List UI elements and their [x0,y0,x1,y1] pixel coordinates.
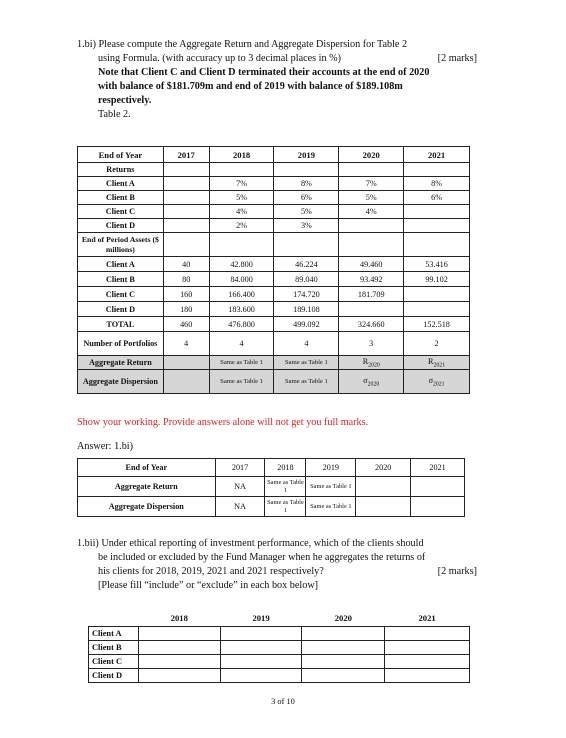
cell: 4% [339,205,404,219]
cell: 53.416 [404,257,470,272]
header-cell: End of Year [78,459,216,477]
assets-row-total [78,317,470,332]
cell: 80 [163,272,209,287]
returns-row-a [78,177,470,191]
client-label: Client D [78,219,164,233]
agg-disp-row [78,370,470,394]
row-label: Aggregate Dispersion [78,497,216,517]
cell [404,205,470,219]
cell: 5% [274,205,339,219]
cell [339,302,404,317]
answer-box[interactable] [385,668,470,682]
assets-row-b [78,272,470,287]
cell: 6% [274,191,339,205]
cell: 2% [209,219,274,233]
cell: 8% [404,177,470,191]
client-label: Client D [78,302,164,317]
table2-header-row [78,147,470,163]
q1bi-note2: with balance of $181.709m and end of 2019 with balance of $189.108m [98,81,403,92]
cell: 4% [209,205,274,219]
answer-return-row [78,477,465,497]
answer-header-row [78,459,465,477]
t2-h0: End of Year [78,147,164,163]
cell-r2021 [404,356,470,370]
cell [404,302,470,317]
returns-label: Returns [78,163,164,177]
q1bii-line1: 1.bii) Under ethical reporting of investment performance, which of the clients should [77,538,424,549]
returns-section-row [78,163,470,177]
cell [163,356,209,370]
q1bi-instruction: using Formula. (with accuracy up to 3 decimal places in %) [98,53,342,64]
cell: Same as Table 1 [209,370,274,394]
agg-return-row [78,356,470,370]
assets-section-row [78,233,470,257]
include-row-b [89,640,470,654]
assets-row-c [78,287,470,302]
cell: 49.460 [339,257,404,272]
num-portfolios-row [78,332,470,356]
answer-box[interactable] [220,626,302,640]
cell: 99.102 [404,272,470,287]
q1bi-note1: Note that Client C and Client D terminated their accounts at the end of 2020 [98,67,430,78]
cell [163,370,209,394]
cell: Same as Table 1 [209,356,274,370]
subscript: 2021 [433,362,446,369]
cell: Same as Table 1 [274,356,339,370]
cell: NA [215,497,265,517]
subscript: 2021 [432,381,445,388]
header-cell [89,610,139,626]
cell: 93.492 [339,272,404,287]
client-label: Client B [78,272,164,287]
answer-cell-return-2020[interactable] [356,477,411,497]
table2-caption: Table 2. [98,109,131,120]
answer-disp-row [78,497,465,517]
answer-box[interactable] [302,626,385,640]
q1bii-line2: be included or excluded by the Fund Manager when he aggregates the returns of [98,552,426,563]
client-label: Client B [89,640,139,654]
client-label: Client A [78,177,164,191]
cell: 4 [274,332,339,356]
agg-return-label: Aggregate Return [78,356,164,370]
cell [163,191,209,205]
question-1bi [77,38,477,122]
cell: 42.800 [209,257,274,272]
table-2 [77,146,470,394]
assets-label: End of Period Assets ($ millions) [78,233,164,257]
client-label: Client D [89,668,139,682]
total-label: TOTAL [78,317,164,332]
header-cell: 2017 [215,459,265,477]
cell: 160 [163,287,209,302]
answer-cell-return-2021[interactable] [411,477,465,497]
q1bi-line1: 1.bi) Please compute the Aggregate Return and Aggregate Dispersion for Table 2 [77,39,408,50]
cell: 8% [274,177,339,191]
r-symbol: R [428,356,434,366]
include-header-row [89,610,470,626]
cell: 189.108 [274,302,339,317]
cell [404,287,470,302]
cell: 3 [339,332,404,356]
cell: 183.600 [209,302,274,317]
cell: 174.720 [274,287,339,302]
cell: 7% [209,177,274,191]
q1bii-line3 [77,565,477,579]
question-1bii [77,537,477,593]
returns-row-c [78,205,470,219]
row-label: Aggregate Return [78,477,216,497]
cell: 4 [163,332,209,356]
q1bii-marks: [2 marks] [437,566,477,577]
answer-box[interactable] [302,640,385,654]
assets-row-a [78,257,470,272]
answer-table [77,458,465,517]
client-label: Client C [89,654,139,668]
cell [163,177,209,191]
client-label: Client A [78,257,164,272]
cell: 4 [209,332,274,356]
q1bii-line4: [Please fill “include” or “exclude” in each box below] [98,580,319,591]
header-cell: 2021 [385,610,470,626]
returns-row-b [78,191,470,205]
cell: Same as Table 1 [265,477,306,497]
cell: 2 [404,332,470,356]
cell-s2021 [404,370,470,394]
answer-box[interactable] [220,668,302,682]
cell: 152.518 [404,317,470,332]
t2-h1: 2017 [163,147,209,163]
sigma-symbol: σ [428,375,433,385]
cell: 40 [163,257,209,272]
answer-box[interactable] [220,640,302,654]
cell: 6% [404,191,470,205]
cell: 7% [339,177,404,191]
header-cell: 2019 [306,459,356,477]
header-cell: 2020 [356,459,411,477]
include-row-d [89,668,470,682]
answer-cell-disp-2021[interactable] [411,497,465,517]
t2-h3: 2019 [274,147,339,163]
q1bii-question: his clients for 2018, 2019, 2021 and 2021 respectively? [98,566,324,577]
subscript: 2020 [367,381,380,388]
cell: 5% [209,191,274,205]
answer-box[interactable] [385,640,470,654]
cell: 89.040 [274,272,339,287]
agg-disp-label: Aggregate Dispersion [78,370,164,394]
t2-h5: 2021 [404,147,470,163]
working-warning: Show your working. Provide answers alone will not get you full marks. [77,417,369,428]
sigma-symbol: σ [363,375,368,385]
cell: Same as Table 1 [306,497,356,517]
cell [339,219,404,233]
cell-s2020 [339,370,404,394]
answer-box[interactable] [138,640,220,654]
answer-label: Answer: 1.bi) [77,441,134,452]
cell: Same as Table 1 [265,497,306,517]
header-cell: 2020 [302,610,385,626]
cell: 476.800 [209,317,274,332]
num-portfolios-label: Number of Portfolios [78,332,164,356]
cell: 460 [163,317,209,332]
include-exclude-table [88,610,470,683]
subscript: 2020 [368,362,380,369]
cell: 84.000 [209,272,274,287]
include-row-c [89,654,470,668]
answer-box[interactable] [385,654,470,668]
cell: 181.709 [339,287,404,302]
cell-r2020 [339,356,404,370]
answer-box[interactable] [138,626,220,640]
r-symbol: R [362,356,369,366]
cell: 5% [339,191,404,205]
answer-box[interactable] [138,654,220,668]
cell: 499.092 [274,317,339,332]
t2-h2: 2018 [209,147,274,163]
cell: 46.224 [274,257,339,272]
answer-box[interactable] [385,626,470,640]
cell: NA [215,477,265,497]
include-row-a [89,626,470,640]
cell [404,219,470,233]
cell: 3% [274,219,339,233]
t2-h4: 2020 [339,147,404,163]
cell: Same as Table 1 [274,370,339,394]
returns-row-d [78,219,470,233]
client-label: Client B [78,191,164,205]
header-cell: 2018 [265,459,306,477]
cell [163,205,209,219]
header-cell: 2019 [220,610,302,626]
answer-cell-disp-2020[interactable] [356,497,411,517]
assets-row-d [78,302,470,317]
cell [163,219,209,233]
cell: Same as Table 1 [306,477,356,497]
answer-box[interactable] [220,654,302,668]
q1bi-marks: [2 marks] [437,53,477,64]
answer-box[interactable] [302,654,385,668]
q1bi-line2 [77,52,477,66]
client-label: Client C [78,205,164,219]
header-cell: 2018 [138,610,220,626]
cell: 166.400 [209,287,274,302]
cell: 324.660 [339,317,404,332]
q1bi-note3: respectively. [98,95,152,106]
client-label: Client C [78,287,164,302]
header-cell: 2021 [411,459,465,477]
client-label: Client A [89,626,139,640]
cell: 180 [163,302,209,317]
answer-box[interactable] [138,668,220,682]
answer-box[interactable] [302,668,385,682]
page-number: 3 of 10 [271,697,295,706]
